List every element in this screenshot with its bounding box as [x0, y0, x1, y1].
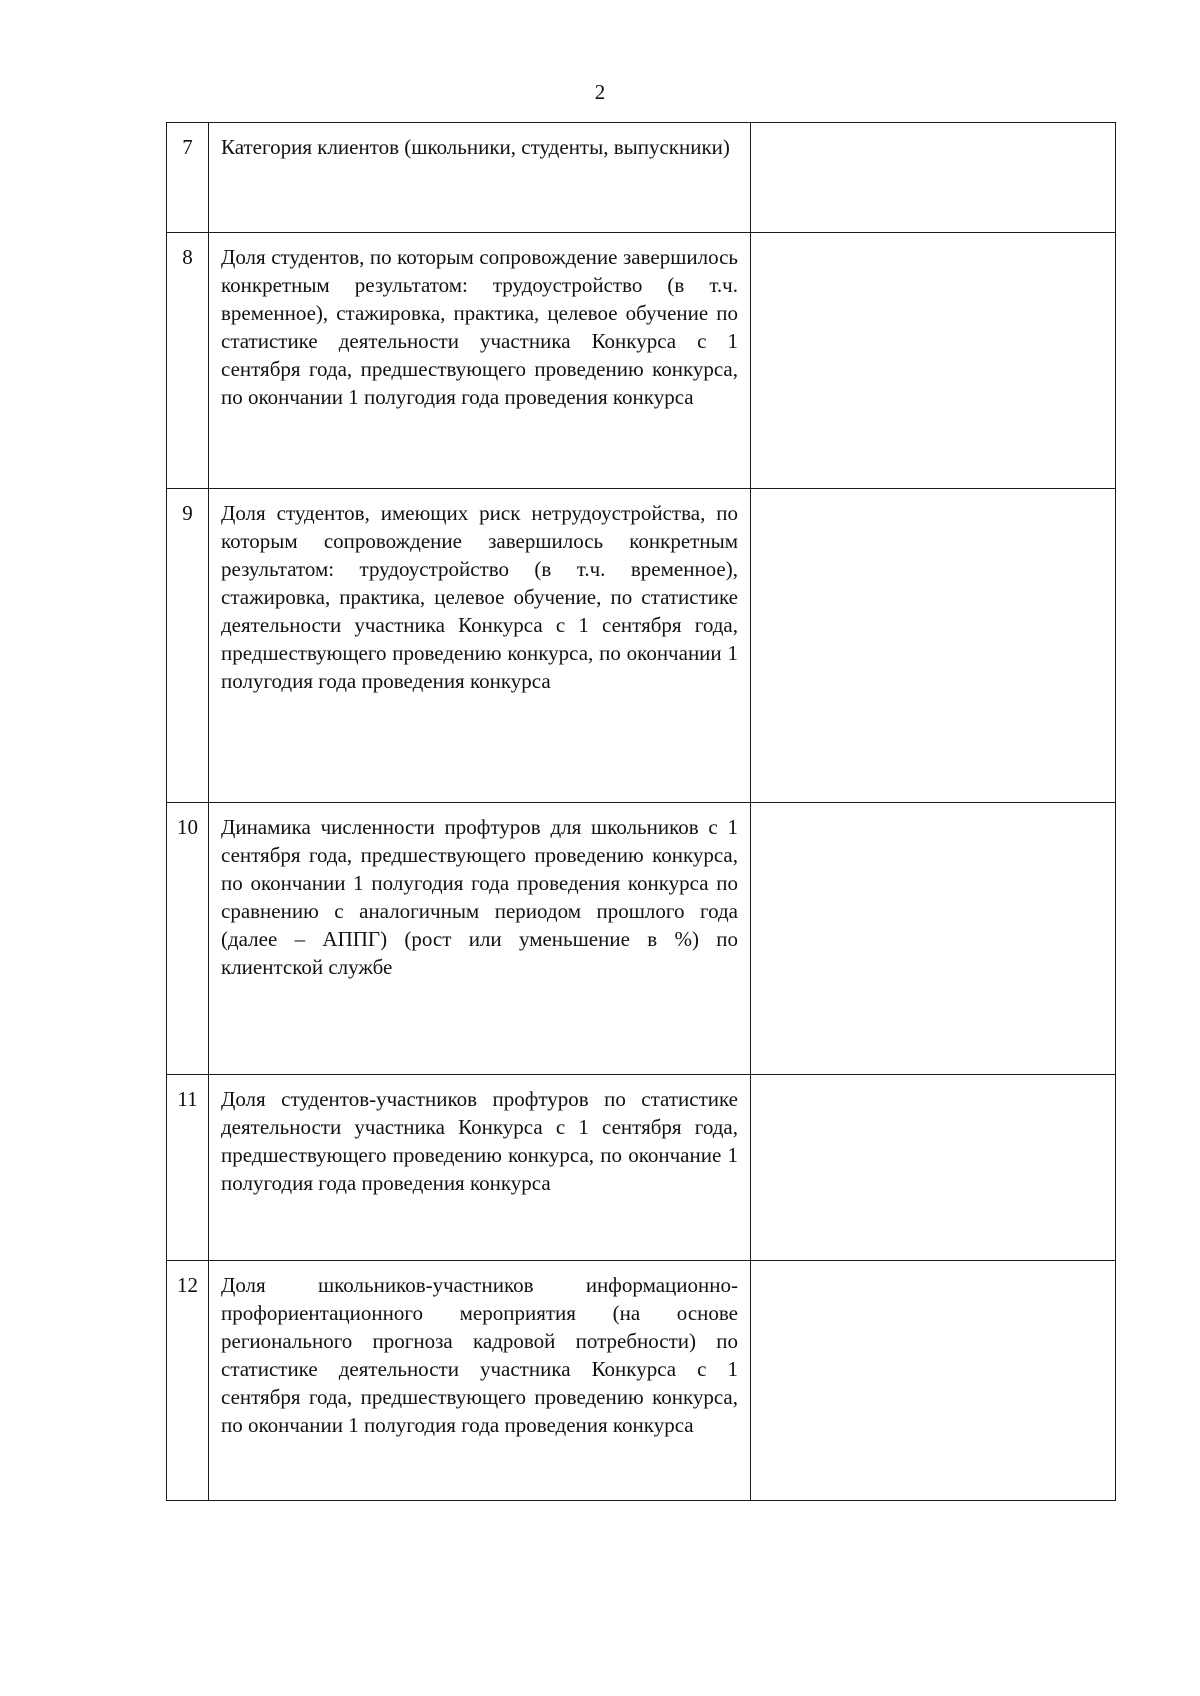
row-number-cell: 10 [167, 803, 209, 1075]
table-row [167, 123, 1116, 233]
value-cell [751, 123, 1116, 233]
criterion-text-cell: Доля студентов-участников профтуров по статистике деятельности участника Конкурса с 1 сентября года, предшествующего проведению конкурса, по окончание 1 полугодия года проведения конкурса [209, 1075, 751, 1261]
row-number-cell: 7 [167, 123, 209, 233]
table-row [167, 1261, 1116, 1501]
criterion-text-cell: Доля школьников-участников информационно-профориентационного мероприятия (на основе регионального прогноза кадровой потребности) по статистике деятельности участника Конкурса с 1 сентября года, предшествующего проведению конкурса, по окончании 1 полугодия года проведения конкурса [209, 1261, 751, 1501]
value-cell [751, 1261, 1116, 1501]
table-row [167, 489, 1116, 803]
criterion-text-cell: Категория клиентов (школьники, студенты, выпускники) [209, 123, 751, 233]
row-number-cell: 9 [167, 489, 209, 803]
criteria-table [166, 122, 1116, 1501]
criterion-text-cell: Динамика численности профтуров для школьников с 1 сентября года, предшествующего проведению конкурса, по окончании 1 полугодия года проведения конкурса по сравнению с аналогичным периодом прошлого года (далее – АППГ) (рост или уменьшение в %) по клиентской службе [209, 803, 751, 1075]
page-number: 2 [594, 80, 606, 104]
value-cell [751, 233, 1116, 489]
row-number-cell: 12 [167, 1261, 209, 1501]
row-number-cell: 11 [167, 1075, 209, 1261]
value-cell [751, 489, 1116, 803]
value-cell [751, 803, 1116, 1075]
table-row [167, 1075, 1116, 1261]
row-number-cell: 8 [167, 233, 209, 489]
table-row [167, 803, 1116, 1075]
table-row [167, 233, 1116, 489]
value-cell [751, 1075, 1116, 1261]
criterion-text-cell: Доля студентов, по которым сопровождение завершилось конкретным результатом: трудоустройство (в т.ч. временное), стажировка, практика, целевое обучение по статистике деятельности участника Конкурса с 1 сентября года, предшествующего проведению конкурса, по окончании 1 полугодия года проведения конкурса [209, 233, 751, 489]
criterion-text-cell: Доля студентов, имеющих риск нетрудоустройства, по которым сопровождение завершилось конкретным результатом: трудоустройство (в т.ч. временное), стажировка, практика, целевое обучение, по статистике деятельности участника Конкурса с 1 сентября года, предшествующего проведению конкурса, по окончании 1 полугодия года проведения конкурса [209, 489, 751, 803]
